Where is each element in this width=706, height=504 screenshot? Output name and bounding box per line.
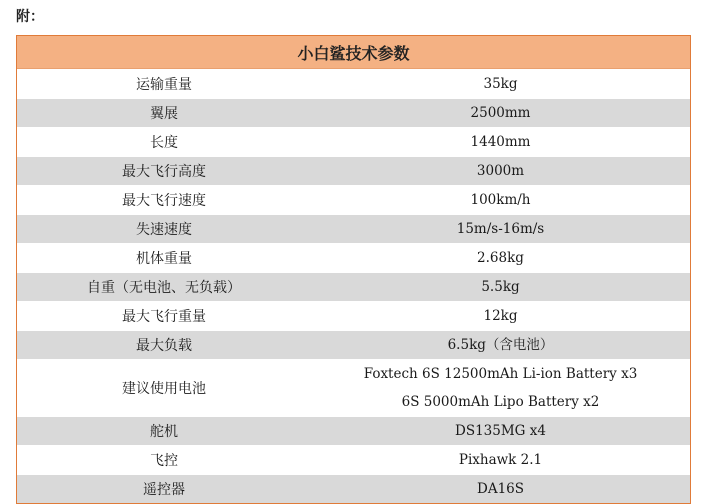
row-label: 最大飞行速度	[122, 193, 206, 209]
row-value-cell	[311, 244, 690, 272]
table-row	[17, 127, 690, 156]
row-value: DA16S	[477, 481, 524, 497]
table-row	[17, 69, 690, 98]
row-value-cell	[311, 273, 690, 301]
row-value-cell	[311, 446, 690, 474]
row-value: 35kg	[483, 76, 518, 92]
row-value: 100km/h	[470, 192, 531, 208]
table-row	[17, 330, 690, 359]
table-row	[17, 185, 690, 214]
row-label: 机体重量	[136, 251, 192, 267]
row-value: 1440mm	[470, 134, 531, 150]
row-value-cell	[311, 70, 690, 98]
row-value-cell	[311, 475, 690, 503]
table-title: 小白鲨技术参数	[17, 36, 690, 69]
row-value: Foxtech 6S 12500mAh Li-ion Battery x3	[363, 366, 638, 382]
table-row	[17, 359, 690, 416]
row-value-cell	[311, 302, 690, 330]
table-row	[17, 156, 690, 185]
row-label: 最大负载	[136, 338, 192, 354]
row-value: 2500mm	[470, 105, 531, 121]
row-value-cell	[311, 215, 690, 243]
table-row	[17, 214, 690, 243]
table-row	[17, 98, 690, 127]
row-value: 5.5kg	[481, 279, 520, 295]
table-row	[17, 301, 690, 330]
row-label: 建议使用电池	[122, 381, 206, 397]
row-label: 舵机	[150, 424, 178, 440]
table-row	[17, 243, 690, 272]
row-value-cell	[311, 360, 690, 416]
spec-table	[16, 35, 691, 504]
row-value: 6S 5000mAh Lipo Battery x2	[401, 394, 600, 410]
row-value-cell	[311, 417, 690, 445]
row-value: 6.5kg（含电池）	[447, 337, 554, 353]
row-label: 翼展	[150, 106, 178, 122]
row-value-cell	[311, 99, 690, 127]
row-value-cell	[311, 157, 690, 185]
row-value: 3000m	[476, 163, 525, 179]
table-row	[17, 416, 690, 445]
row-value: 12kg	[483, 308, 518, 324]
row-value: 15m/s-16m/s	[456, 221, 545, 237]
appendix-label: 附：	[16, 9, 44, 25]
row-label: 飞控	[150, 453, 178, 469]
row-value: 2.68kg	[477, 250, 524, 266]
row-label: 自重（无电池、无负载）	[87, 280, 241, 296]
row-value-cell	[311, 186, 690, 214]
row-label: 运输重量	[136, 77, 192, 93]
table-row	[17, 272, 690, 301]
table-row	[17, 474, 690, 503]
row-value-cell	[311, 331, 690, 359]
row-label: 失速速度	[136, 222, 192, 238]
row-value: Pixhawk 2.1	[458, 452, 543, 468]
row-value-cell	[311, 128, 690, 156]
row-label: 长度	[150, 135, 178, 151]
row-label: 遥控器	[143, 482, 185, 498]
table-row	[17, 445, 690, 474]
row-value: DS135MG x4	[455, 423, 546, 439]
row-label: 最大飞行重量	[122, 309, 206, 325]
row-label: 最大飞行高度	[122, 164, 206, 180]
